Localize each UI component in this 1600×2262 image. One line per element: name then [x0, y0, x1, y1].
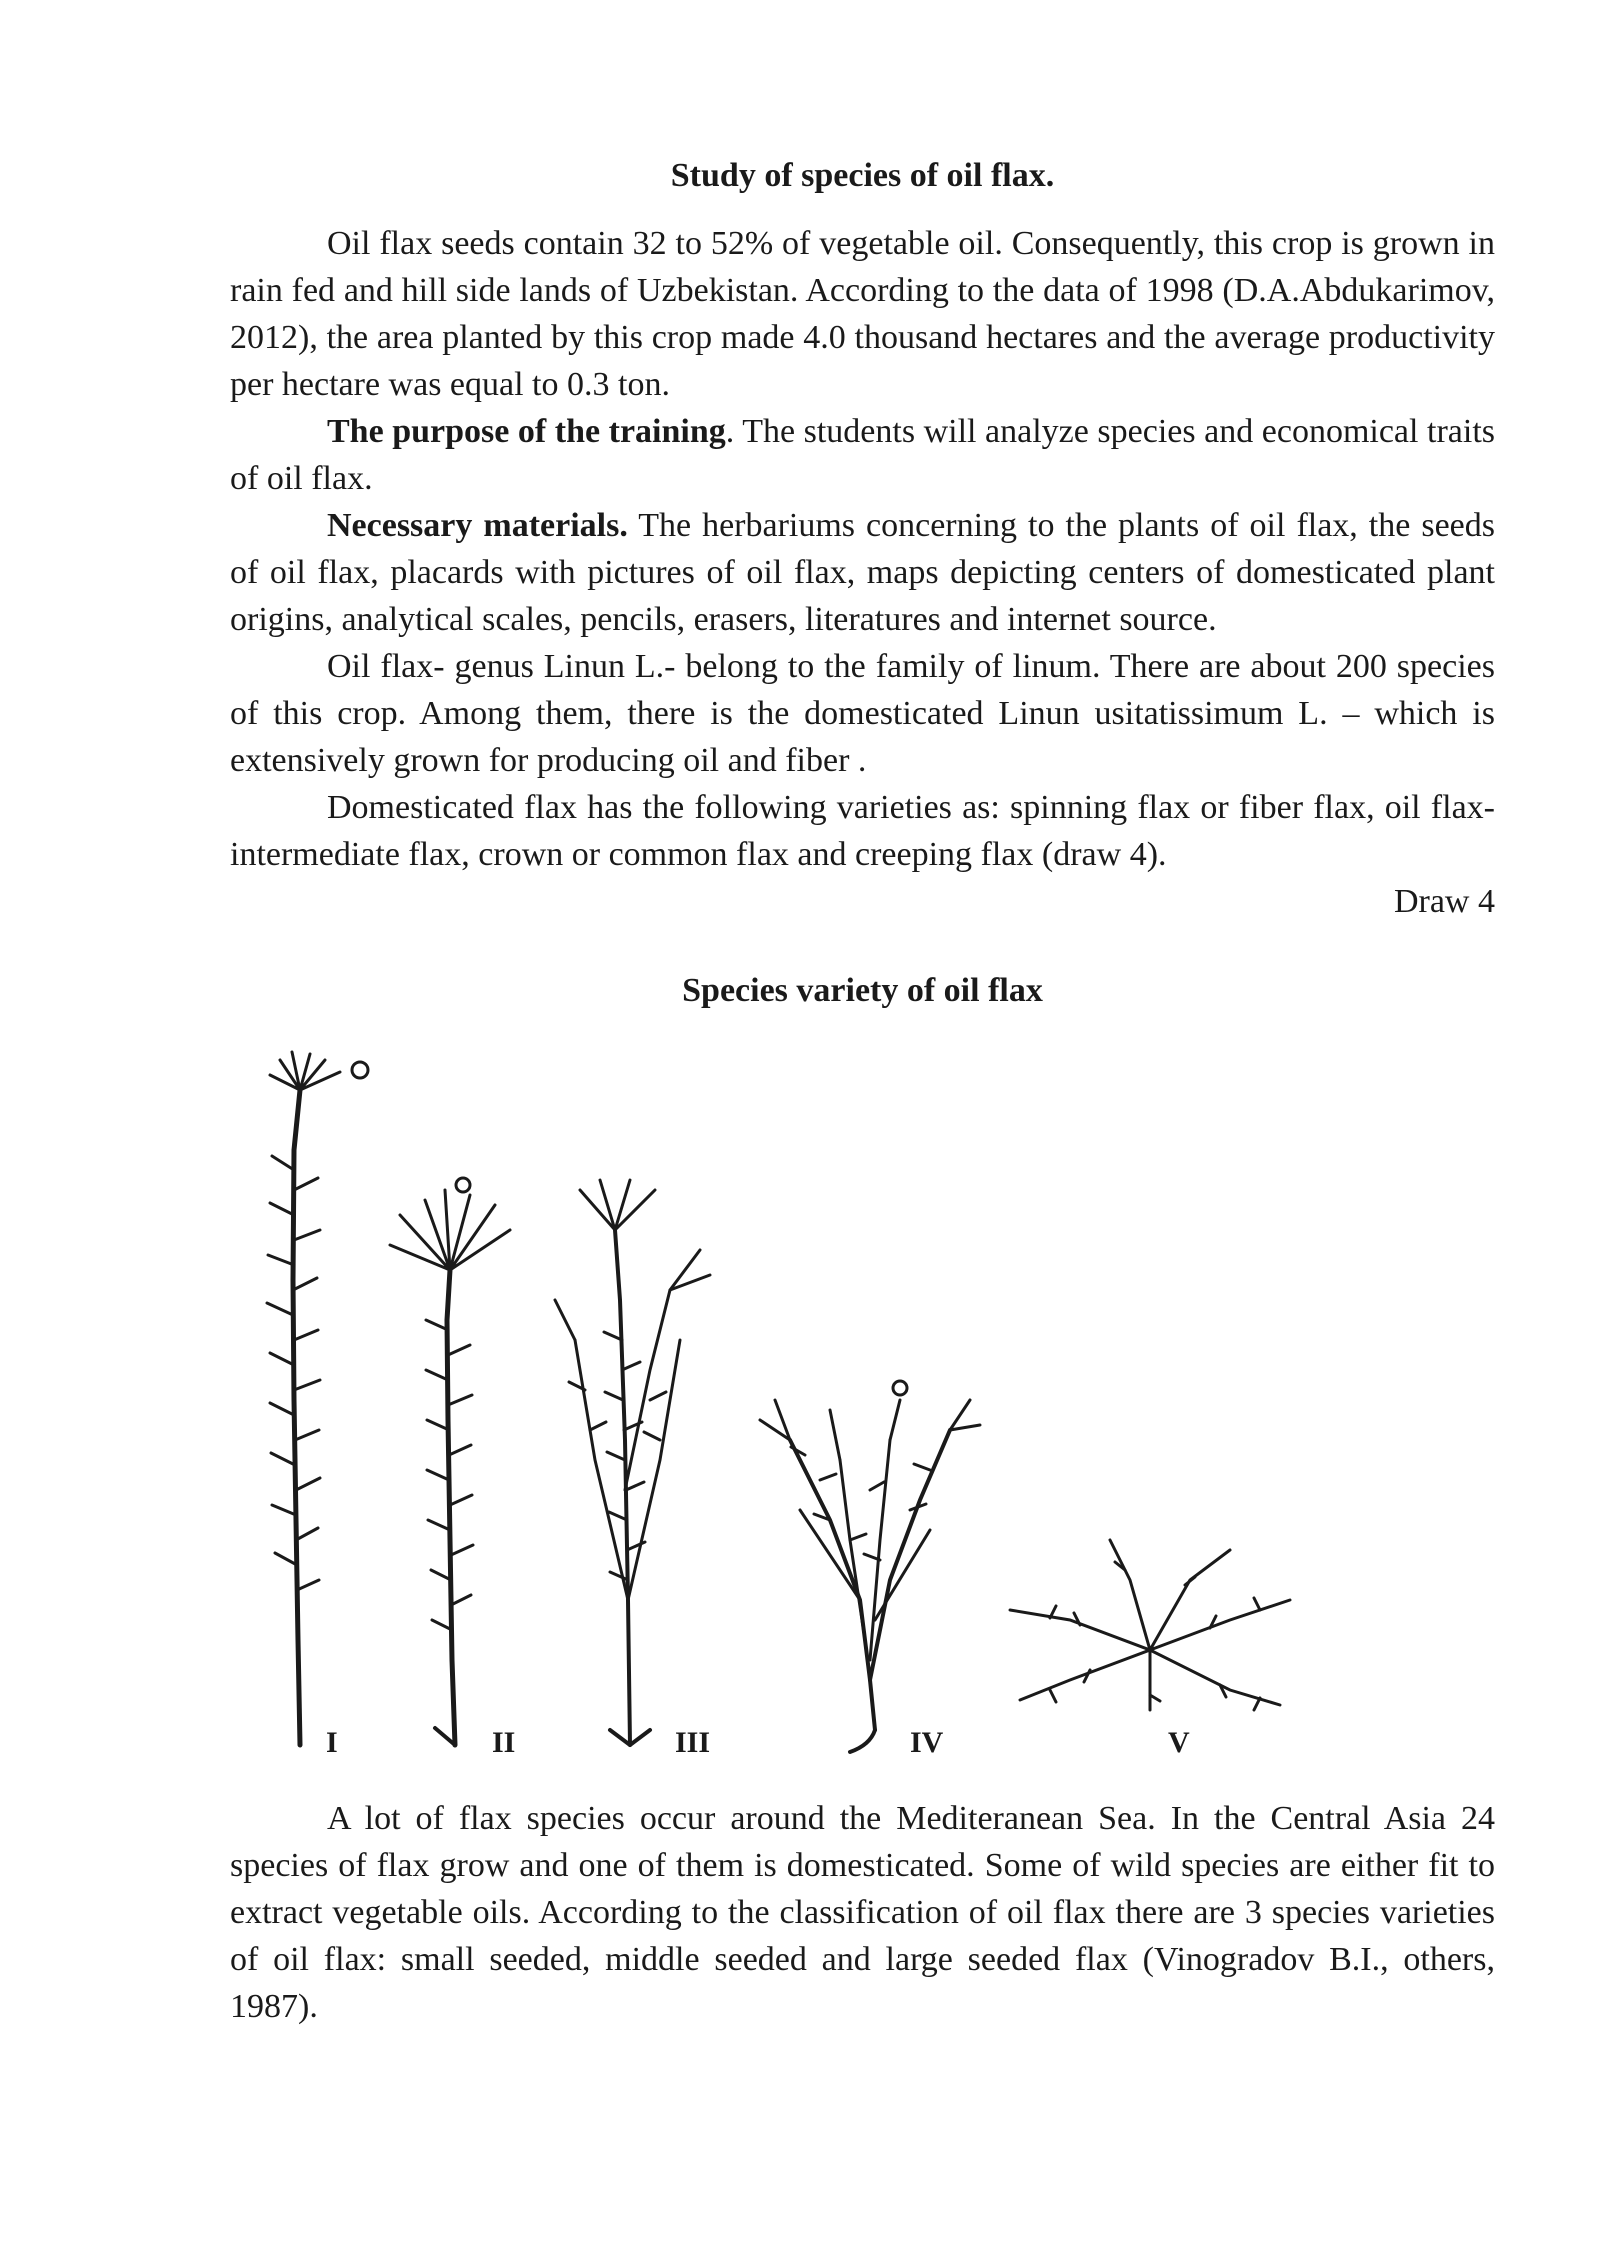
- paragraph-genus: Oil flax- genus Linun L.- belong to the family of linum. There are about 200 species of this crop. Among them, there is the domesticated Linun usitatissimum L. – which is extensively grown for producing oil and fiber .: [230, 648, 1495, 779]
- label-iii: III: [675, 1726, 711, 1759]
- purpose-heading: The purpose of the training: [327, 413, 726, 450]
- page-title: Study of species of oil flax.: [670, 157, 1055, 194]
- label-ii: II: [492, 1726, 516, 1759]
- flax-illustration: [230, 1040, 1470, 1790]
- body-text-bottom: [230, 1795, 1495, 2030]
- plant-ii-illustration: [390, 1178, 515, 1759]
- label-iv: IV: [910, 1726, 944, 1759]
- flax-varieties-figure: [230, 1040, 1470, 1790]
- purpose-text: . The students will analyze species and economical traits of oil flax.: [230, 413, 1495, 497]
- plant-v-illustration: [1010, 1540, 1290, 1759]
- draw-label: Draw 4: [1393, 883, 1495, 920]
- figure-title: Species variety of oil flax: [682, 972, 1043, 1009]
- paragraph-purpose: [230, 408, 1495, 502]
- materials-text: The herbariums concerning to the plants of oil flax, the seeds of oil flax, placards with pictures of oil flax, maps depicting centers of domesticated plant origins, analytical scales, pencils, erasers, literatures and internet source.: [230, 507, 1495, 638]
- paragraph-materials: [230, 502, 1495, 643]
- paragraph-varieties: Domesticated flax has the following varieties as: spinning flax or fiber flax, oil flax-intermediate flax, crown or common flax and creeping flax (draw 4).: [230, 789, 1495, 873]
- label-v: V: [1168, 1726, 1190, 1759]
- paragraph-mediterranean: A lot of flax species occur around the Mediteranean Sea. In the Central Asia 24 species of flax grow and one of them is domesticated. Some of wild species are either fit to extract vegetable oils. According to the classification of oil flax there are 3 species varieties of oil flax: small seeded, middle seeded and large seeded flax (Vinogradov B.I., others, 1987).: [230, 1800, 1495, 2025]
- label-i: I: [326, 1726, 338, 1759]
- materials-heading: Necessary materials.: [327, 507, 628, 544]
- plant-i-illustration: [267, 1052, 368, 1759]
- paragraph-oil-content: Oil flax seeds contain 32 to 52% of vegetable oil. Consequently, this crop is grown in rain fed and hill side lands of Uzbekistan. According to the data of 1998 (D.A.Abdukarimov, 2012), the area planted by this crop made 4.0 thousand hectares and the average productivity per hectare was equal to 0.3 ton.: [230, 225, 1495, 403]
- body-text-top: [230, 220, 1495, 925]
- plant-iii-illustration: [555, 1180, 710, 1759]
- plant-iv-illustration: [760, 1381, 980, 1759]
